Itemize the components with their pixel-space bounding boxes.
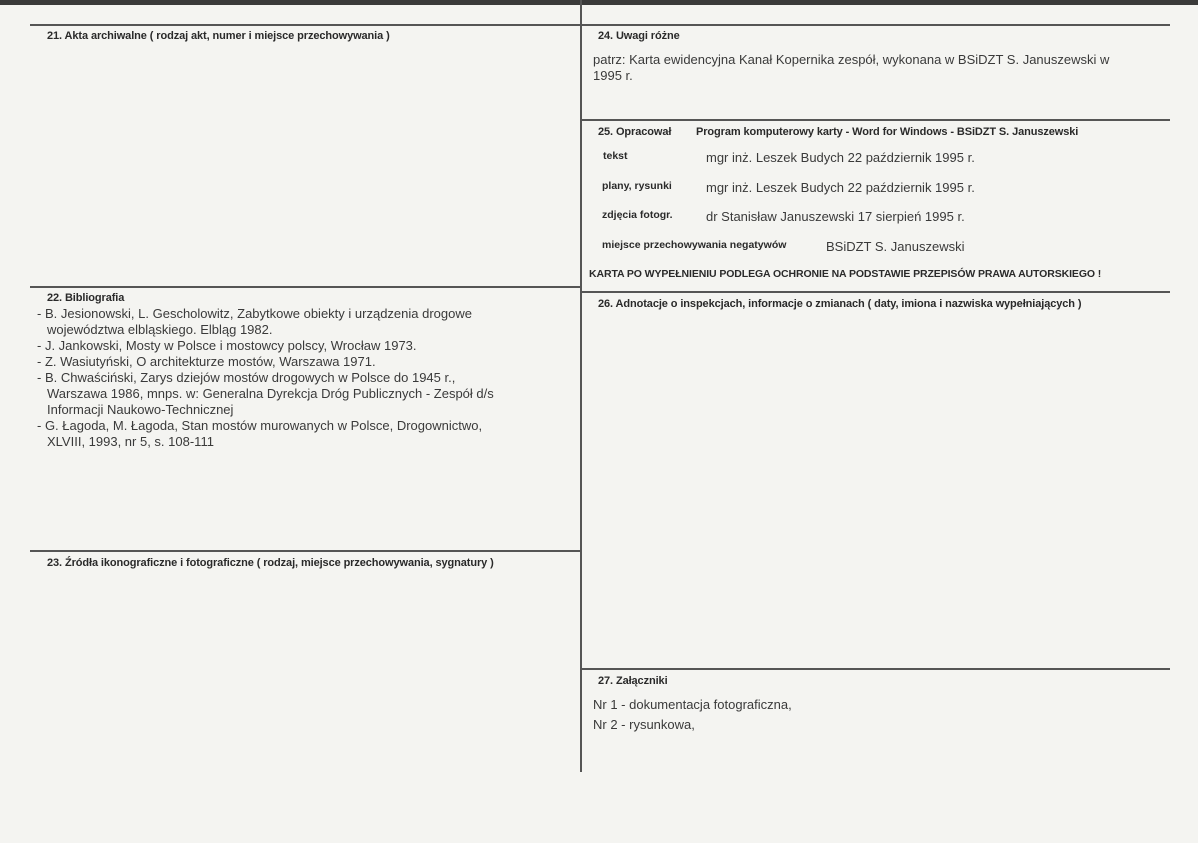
label-tekst: tekst — [603, 150, 628, 162]
section-26-heading: 26. Adnotacje o inspekcjach, informacje o zmianach ( daty, imiona i nazwiska wypełniających ) — [598, 298, 1082, 310]
value-tekst: mgr inż. Leszek Budych 22 październik 1995 r. — [706, 150, 975, 165]
bibliography-line: XLVIII, 1993, nr 5, s. 108-111 — [47, 434, 214, 449]
section-21-heading: 21. Akta archiwalne ( rodzaj akt, numer i miejsce przechowywania ) — [47, 30, 390, 42]
scan-top-edge — [0, 0, 1198, 5]
bibliography-list — [37, 306, 494, 450]
center-divider — [580, 0, 582, 772]
rule-26-27 — [582, 668, 1170, 670]
section-27-heading: 27. Załączniki — [598, 675, 668, 687]
copyright-notice: KARTA PO WYPEŁNIENIU PODLEGA OCHRONIE NA PODSTAWIE PRZEPISÓW PRAWA AUTORSKIEGO ! — [589, 268, 1102, 280]
rule-24-25 — [582, 119, 1170, 121]
remarks-line-1: patrz: Karta ewidencyjna Kanał Kopernika zespół, wykonana w BSiDZT S. Januszewski w — [593, 52, 1110, 67]
section-25-heading: 25. Opracował — [598, 126, 672, 138]
label-negatives: miejsce przechowywania negatywów — [602, 239, 787, 251]
top-rule-left — [30, 24, 582, 26]
attachment-item: Nr 1 - dokumentacja fotograficzna, — [593, 697, 792, 712]
bibliography-line: - G. Łagoda, M. Łagoda, Stan mostów murowanych w Polsce, Drogownictwo, — [37, 418, 483, 433]
section-22-heading: 22. Bibliografia — [47, 292, 125, 304]
value-plany-rysunki: mgr inż. Leszek Budych 22 październik 1995 r. — [706, 180, 975, 195]
rule-25-26 — [582, 291, 1170, 293]
rule-21-22 — [30, 286, 582, 288]
bibliography-line: - J. Jankowski, Mosty w Polsce i mostowcy polscy, Wrocław 1973. — [37, 338, 417, 353]
bibliography-line: Informacji Naukowo-Technicznej — [47, 402, 234, 417]
top-rule-right — [582, 24, 1170, 26]
program-note: Program komputerowy karty - Word for Windows - BSiDZT S. Januszewski — [696, 126, 1079, 138]
attachment-item: Nr 2 - rysunkowa, — [593, 717, 695, 732]
remarks-line-2: 1995 r. — [593, 68, 633, 83]
bibliography-line: - B. Chwaściński, Zarys dziejów mostów drogowych w Polsce do 1945 r., — [37, 370, 456, 385]
rule-22-23 — [30, 550, 582, 552]
section-23-heading: 23. Źródła ikonograficzne i fotograficzne ( rodzaj, miejsce przechowywania, sygnatury ) — [47, 557, 494, 569]
label-plany-rysunki: plany, rysunki — [602, 180, 672, 192]
label-zdjecia-fotogr: zdjęcia fotogr. — [602, 209, 673, 221]
bibliography-line: Warszawa 1986, mnps. w: Generalna Dyrekcja Dróg Publicznych - Zespół d/s — [47, 386, 494, 401]
bibliography-line: województwa elbląskiego. Elbląg 1982. — [47, 322, 273, 337]
bibliography-line: - Z. Wasiutyński, O architekturze mostów, Warszawa 1971. — [37, 354, 376, 369]
value-negatives: BSiDZT S. Januszewski — [826, 239, 965, 254]
section-24-heading: 24. Uwagi różne — [598, 30, 680, 42]
value-zdjecia-fotogr: dr Stanisław Januszewski 17 sierpień 1995 r. — [706, 209, 965, 224]
bibliography-line: - B. Jesionowski, L. Gescholowitz, Zabytkowe obiekty i urządzenia drogowe — [37, 306, 472, 321]
